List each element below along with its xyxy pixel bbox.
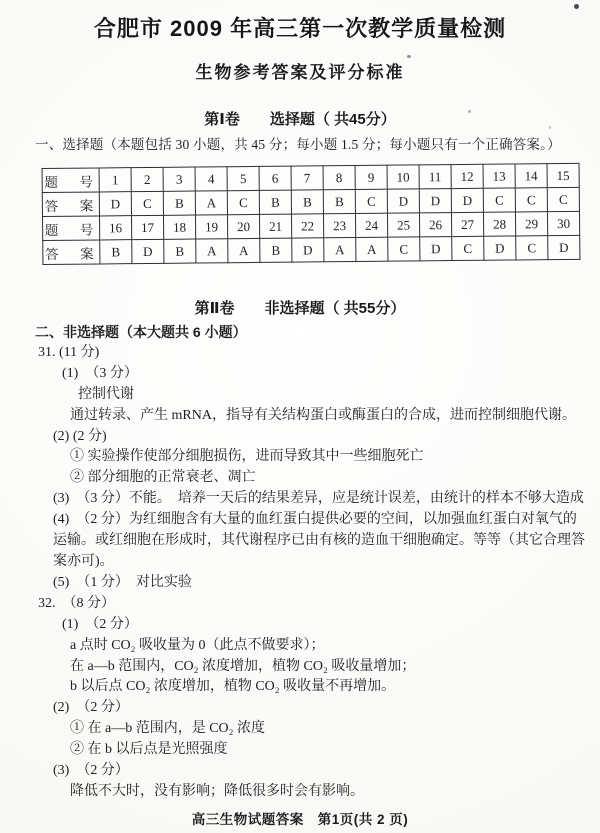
answer-cell: 22 [291, 214, 323, 238]
answer-cell: 7 [291, 166, 323, 190]
answer-cell: 28 [483, 212, 515, 236]
answer-line: 降低不大时，没有影响；降低很多时会有影响。 [70, 783, 364, 799]
document-title: 合肥市 2009 年高三第一次教学质量检测 [93, 16, 507, 41]
answer-line: b 以后点 CO₂ 浓度增加，植物 CO₂ 吸收量不再增加。 [70, 679, 396, 695]
answer-line: (1) （3 分） [62, 365, 138, 381]
answer-cell: D [292, 238, 324, 262]
answer-cell: 10 [387, 165, 419, 189]
answer-cell: C [452, 236, 484, 260]
answer-line: ② 在 b 以后点是光照强度 [70, 742, 228, 758]
answer-cell: 4 [195, 167, 227, 191]
answer-cell: 23 [323, 213, 355, 237]
answer-line: 31. (11 分) [38, 344, 100, 360]
answer-cell: D [451, 188, 483, 212]
answer-line: (2) (2 分) [53, 428, 107, 444]
answer-cell: 14 [515, 164, 547, 188]
answer-cell: D [419, 189, 451, 213]
row-label-cell: 答 案 [43, 240, 100, 265]
scan-speck [574, 4, 579, 9]
answer-cell: C [516, 236, 548, 260]
answer-cell: D [99, 192, 131, 216]
answer-cell: B [259, 190, 291, 214]
answer-cell: 2 [131, 167, 163, 191]
answer-cell: B [291, 190, 323, 214]
answer-cell: 3 [163, 167, 195, 191]
answer-cell: 27 [451, 212, 483, 236]
answer-cell: 15 [547, 163, 579, 187]
answer-cell: B [323, 189, 355, 213]
answer-cell: C [483, 188, 515, 212]
answer-body [0, 322, 600, 803]
answer-line: 在 a—b 范围内，CO₂ 浓度增加，植物 CO₂ 吸收量增加； [70, 658, 416, 674]
answer-cell: B [163, 191, 195, 215]
answer-cell: A [196, 239, 228, 263]
answer-cell: 26 [419, 213, 451, 237]
answer-cell: D [484, 236, 516, 260]
answer-line: 案亦可)。 [53, 553, 114, 569]
part2-heading: 第Ⅱ卷 非选择题（ 共55分） [194, 300, 406, 317]
answer-cell: 16 [99, 216, 131, 240]
answer-cell: C [515, 188, 547, 212]
answer-cell: B [260, 238, 292, 262]
answer-line: (3) （3 分）不能。 培养一天后的结果差异，应是统计误差，由统计的样本不够大造成 [53, 491, 584, 507]
answer-cell: A [324, 237, 356, 261]
page-footer: 高三生物试题答案 第1页(共 2 页) [191, 812, 409, 827]
answer-cell: B [100, 240, 132, 264]
answer-cell: 25 [387, 213, 419, 237]
answer-line: (3) （2 分） [53, 763, 129, 779]
answer-cell: A [228, 238, 260, 262]
answer-cell: 6 [259, 166, 291, 190]
answer-line: 控制代谢 [78, 386, 134, 402]
answer-cell: C [131, 191, 163, 215]
answer-cell: 21 [259, 214, 291, 238]
answer-cell: C [355, 189, 387, 213]
answer-line: 通过转录、产生 mRNA，指导有关结构蛋白或酶蛋白的合成，进而控制细胞代谢。 [70, 407, 576, 423]
answer-cell: 30 [547, 211, 579, 235]
answer-cell: 11 [419, 165, 451, 189]
answer-line: ② 部分细胞的正常衰老、凋亡 [70, 470, 256, 486]
answer-cell: 20 [227, 214, 259, 238]
answer-cell: 29 [515, 212, 547, 236]
table-row [43, 235, 580, 264]
answer-cell: A [195, 191, 227, 215]
answer-line: (2) （2 分） [53, 700, 129, 716]
answer-cell: 1 [99, 168, 131, 192]
row-label-cell: 答 案 [42, 192, 99, 217]
answer-cell: A [356, 237, 388, 261]
answer-cell: D [548, 235, 580, 259]
answer-cell: 5 [227, 166, 259, 190]
answer-cell: B [164, 239, 196, 263]
answer-line: ① 实验操作使部分细胞损伤，进而导致其中一些细胞死亡 [70, 449, 424, 465]
answer-line: 运输。或红细胞在形成时，其代谢程序已由有核的造血干细胞确定。等等（其它合理答 [53, 533, 585, 549]
answer-line: ① 在 a—b 范围内，是 CO₂ 浓度 [70, 721, 266, 737]
answer-cell: 24 [355, 213, 387, 237]
answer-line: (4) （2 分）为红细胞含有大量的血红蛋白提供必要的空间，以加强血红蛋白对氧气的 [53, 512, 577, 528]
row-label-cell: 题 号 [42, 168, 99, 193]
answer-cell: 19 [195, 215, 227, 239]
answer-line: a 点时 CO₂ 吸收量为 0（此点不做要求）； [70, 637, 325, 653]
answer-cell: C [547, 187, 579, 211]
answer-cell: 13 [483, 164, 515, 188]
row-label-cell: 题 号 [42, 216, 99, 241]
answer-cell: D [387, 189, 419, 213]
answer-cell: 17 [131, 215, 163, 239]
answer-line: (1) （2 分） [62, 616, 138, 632]
answer-line: (5) （1 分） 对比实验 [53, 574, 192, 590]
answer-cell: C [227, 190, 259, 214]
answer-cell: D [132, 239, 164, 263]
answer-cell: C [388, 237, 420, 261]
document-subtitle: 生物参考答案及评分标准 [195, 63, 405, 82]
answer-cell: 18 [163, 215, 195, 239]
answer-cell: D [420, 237, 452, 261]
answer-cell: 12 [451, 164, 483, 188]
answer-line: 32. （8 分） [38, 595, 115, 611]
answer-cell: 8 [323, 165, 355, 189]
part1-intro: 一、选择题（本题包括 30 小题，共 45 分；每小题 1.5 分；每小题只有一个正确答案。） [35, 137, 561, 152]
answer-cell: 9 [355, 165, 387, 189]
answer-line: 二、非选择题（本大题共 6 小题） [35, 324, 247, 340]
part1-heading: 第Ⅰ卷 选择题（ 共45分） [204, 111, 396, 128]
answer-table [42, 163, 581, 265]
